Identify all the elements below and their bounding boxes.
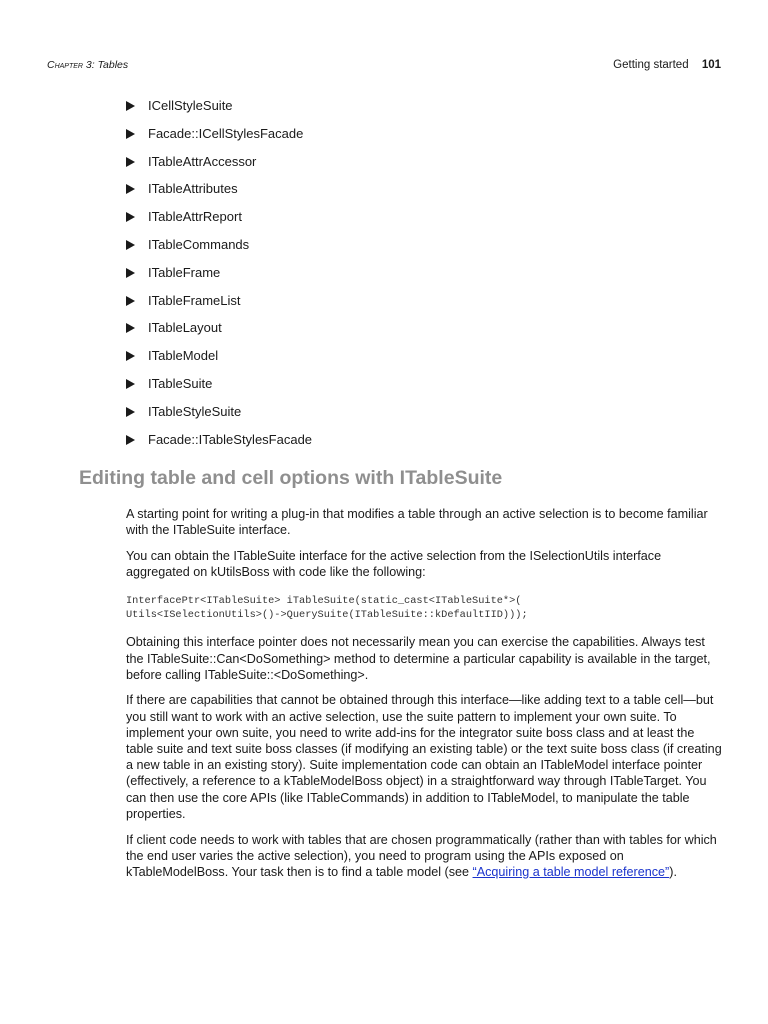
list-item: [126, 375, 312, 403]
list-item-label: ITableFrameList: [148, 292, 241, 308]
code-line: Utils<ISelectionUtils>()->QuerySuite(ITableSuite::kDefaultIID)));: [126, 609, 528, 622]
list-item: [126, 347, 312, 375]
list-item-label: ITableAttrAccessor: [148, 153, 257, 169]
code-block: [126, 594, 722, 622]
list-item-label: ITableCommands: [148, 236, 250, 252]
list-item: [126, 264, 312, 292]
triangle-bullet-icon: [126, 435, 135, 445]
list-item: [126, 319, 312, 347]
paragraph: Obtaining this interface pointer does not necessarily mean you can exercise the capabilities. Always test the ITableSuite::Can<DoSomething> method to determine a particular capability is available in the target, before calling ITableSuite::<DoSomething>.: [126, 635, 711, 682]
list-item-label: ITableFrame: [148, 264, 221, 280]
acquiring-table-model-link[interactable]: “Acquiring a table model reference”: [472, 864, 670, 879]
list-item-label: ITableAttrReport: [148, 209, 242, 225]
triangle-bullet-icon: [126, 268, 135, 278]
interface-list: [126, 97, 312, 458]
paragraph-text: If client code needs to work with tables that are chosen programmatically (rather than with tables for which the end user varies the active selection), you need to program using the APIs exposed on kTableModelBoss. Your task then is to find a table model (see: [126, 832, 717, 879]
chapter-prefix: Chapter 3:: [47, 59, 95, 71]
running-header: [613, 59, 721, 71]
list-item-label: Facade::ITableStylesFacade: [148, 431, 313, 447]
triangle-bullet-icon: [126, 379, 135, 389]
paragraph: [126, 832, 722, 881]
triangle-bullet-icon: [126, 184, 135, 194]
chapter-title: Tables: [97, 59, 129, 71]
list-item: [126, 97, 312, 125]
triangle-bullet-icon: [126, 101, 135, 111]
paragraph: A starting point for writing a plug-in that modifies a table through an active selection is to become familiar with the ITableSuite interface.: [126, 507, 708, 538]
list-item-label: ITableStyleSuite: [148, 403, 242, 419]
section-name: Getting started: [613, 59, 689, 71]
list-item-label: ITableModel: [148, 348, 219, 364]
list-item: [126, 180, 312, 208]
triangle-bullet-icon: [126, 296, 135, 306]
body-text: [126, 506, 722, 890]
section-title: Editing table and cell options with ITableSuite: [79, 467, 503, 489]
paragraph: You can obtain the ITableSuite interface for the active selection from the ISelectionUtils interface aggregated on kUtilsBoss with code like the following:: [126, 548, 662, 580]
list-item-label: ITableLayout: [148, 320, 222, 336]
list-item-label: Facade::ICellStylesFacade: [148, 125, 304, 141]
paragraph-text: ).: [669, 864, 677, 879]
list-item: [126, 431, 312, 459]
list-item-label: ITableSuite: [148, 375, 213, 391]
list-item: [126, 208, 312, 236]
triangle-bullet-icon: [126, 407, 135, 417]
triangle-bullet-icon: [126, 157, 135, 167]
paragraph: If there are capabilities that cannot be obtained through this interface—like adding text to a table cell—but you still want to work with an active selection, use the suite pattern to implement your own suite. To implement your own suite, you need to write add-ins for the integrator suite boss class and at least the table suite and text suite boss classes (if modifying an existing table) or the text suite boss class (if creating a new table in an existing story). Suite implementation code can obtain an ITableModel interface pointer (effectively, a reference to a kTableModelBoss object) in a straightforward way through ITableTarget. You can then use the core APIs (like ITableCommands) in addition to ITableModel, to manipulate the table properties.: [126, 693, 722, 821]
list-item-label: ITableAttributes: [148, 181, 238, 197]
list-item: [126, 125, 312, 153]
triangle-bullet-icon: [126, 323, 135, 333]
triangle-bullet-icon: [126, 212, 135, 222]
list-item: [126, 153, 312, 181]
list-item: [126, 292, 312, 320]
chapter-label: [47, 59, 128, 71]
page-number: 101: [701, 59, 721, 71]
triangle-bullet-icon: [126, 351, 135, 361]
triangle-bullet-icon: [126, 240, 135, 250]
triangle-bullet-icon: [126, 129, 135, 139]
list-item-label: ICellStyleSuite: [148, 98, 233, 113]
list-item: [126, 236, 312, 264]
code-line: InterfacePtr<ITableSuite> iTableSuite(static_cast<ITableSuite*>(: [126, 595, 522, 608]
list-item: [126, 403, 312, 431]
